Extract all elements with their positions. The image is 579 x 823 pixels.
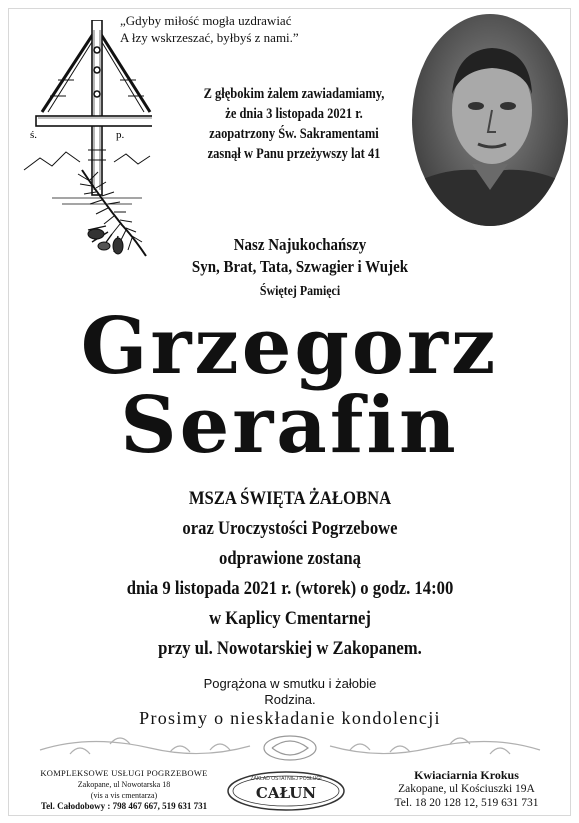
mass-line: oraz Uroczystości Pogrzebowe: [182, 519, 398, 539]
logo-top-text: ZAKŁAD OSTATNIEJ POSŁUGI: [250, 776, 322, 782]
announcement-line: zasnął w Panu przeżywszy lat 41: [207, 146, 381, 162]
portrait-photo: [412, 14, 568, 226]
florist-info: [364, 768, 569, 810]
florist-phone: Tel. 18 20 128 12, 519 631 731: [394, 797, 539, 809]
funeral-home-address: Zakopane, ul Nowotarska 18: [77, 780, 171, 789]
cross-label-left: ś.: [30, 129, 38, 141]
memory-label: Świętej Pamięci: [259, 284, 341, 299]
mourners: [150, 676, 430, 708]
funeral-home-info: [12, 768, 236, 812]
calun-logo: [224, 768, 348, 814]
quote-line: „Gdyby miłość mogła uzdrawiać: [120, 13, 292, 28]
florist-address: Zakopane, ul Kościuszki 19A: [398, 783, 535, 795]
mourners-line: Rodzina.: [264, 692, 316, 707]
quote: [120, 12, 370, 46]
mass-line: dnia 9 listopada 2021 r. (wtorek) o godz. 14:00: [126, 579, 454, 599]
mass-line: MSZA ŚWIĘTA ŻAŁOBNA: [188, 489, 392, 509]
logo-name: CAŁUN: [255, 784, 317, 802]
family-description: [124, 234, 476, 278]
floral-ornament: [30, 728, 550, 768]
deceased-last-name: Serafin: [120, 380, 459, 471]
mourners-line: Pogrążona w smutku i żałobie: [203, 676, 377, 691]
cross-illustration: [22, 20, 152, 260]
family-line: Nasz Najukochańszy: [233, 235, 367, 254]
mass-line: w Kaplicy Cmentarnej: [209, 609, 371, 629]
condolence-request: Prosimy o nieskładanie kondolencji: [139, 708, 441, 728]
cross-label-right: p.: [116, 129, 125, 141]
announcement-line: zaopatrzony Św. Sakramentami: [209, 126, 379, 142]
portrait-figure: [412, 14, 568, 226]
funeral-mass-info: [65, 484, 515, 664]
funeral-home-note: (vis a vis cmentarza): [90, 791, 158, 800]
family-line: Syn, Brat, Tata, Szwagier i Wujek: [191, 257, 409, 276]
announcement-line: Z głębokim żalem zawiadamiamy,: [203, 86, 385, 102]
funeral-home-phone: Tel. Całodobowy : 798 467 667, 519 631 731: [40, 801, 208, 811]
deceased-first-name: Grzegorz: [80, 301, 499, 392]
mass-line: przy ul. Nowotarskiej w Zakopanem.: [158, 639, 422, 659]
announcement-line: że dnia 3 listopada 2021 r.: [225, 106, 363, 122]
florist-name: Kwiaciarnia Krokus: [414, 768, 519, 782]
funeral-home-title: KOMPLEKSOWE USŁUGI POGRZEBOWE: [40, 768, 208, 778]
mass-line: odprawione zostaną: [218, 549, 362, 569]
announcement: [179, 84, 409, 164]
quote-line: A łzy wskrzeszać, byłbyś z nami.”: [120, 30, 299, 45]
